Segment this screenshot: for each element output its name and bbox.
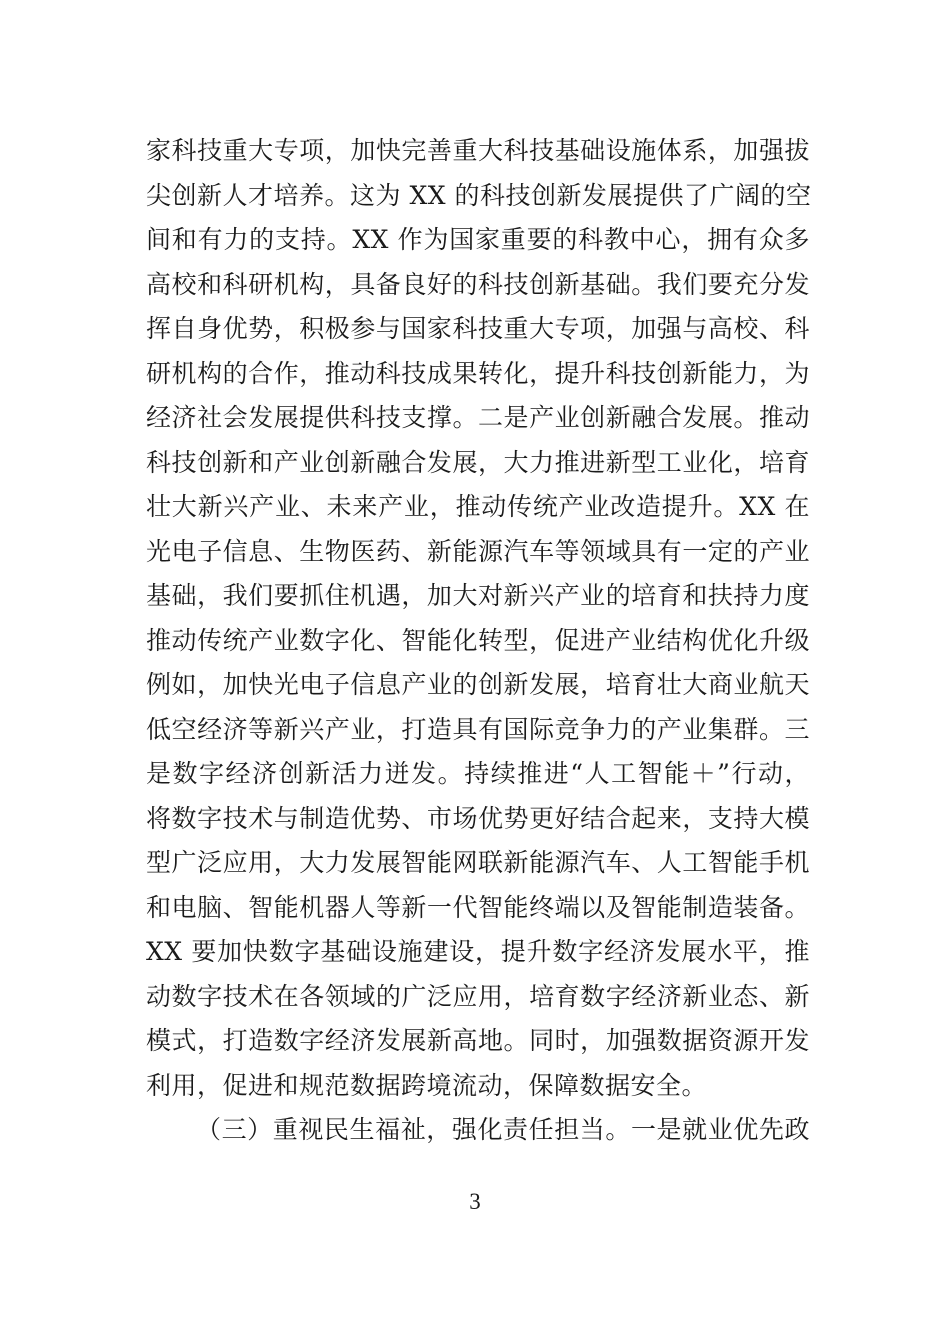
text-line: 家科技重大专项，加快完善重大科技基础设施体系，加强拔: [146, 136, 810, 165]
text-line: 例如，加快光电子信息产业的创新发展，培育壮大商业航天: [146, 670, 810, 699]
text-line: 模式，打造数字经济发展新高地。同时，加强数据资源开发: [146, 1026, 810, 1055]
text-line: 推动传统产业数字化、智能化转型，促进产业结构优化升级: [146, 625, 810, 655]
text-line: 利用，促进和规范数据跨境流动，保障数据安全。: [146, 1070, 708, 1100]
text-line: 经济社会发展提供科技支撑。二是产业创新融合发展。推动: [146, 403, 810, 432]
text-line: 高校和科研机构，具备良好的科技创新基础。我们要充分发: [146, 269, 810, 299]
text-line: 是数字经济创新活力迸发。持续推进“人工智能＋”行动，: [146, 759, 810, 788]
text-line: 光电子信息、生物医药、新能源汽车等领域具有一定的产业: [146, 536, 810, 566]
text-line: 挥自身优势，积极参与国家科技重大专项，加强与高校、科: [146, 314, 810, 343]
text-line: 壮大新兴产业、未来产业，推动传统产业改造提升。XX 在: [146, 492, 810, 521]
text-line: 科技创新和产业创新融合发展，大力推进新型工业化，培育: [146, 447, 810, 477]
text-line: 和电脑、智能机器人等新一代智能终端以及智能制造装备。: [146, 892, 810, 922]
section-heading-line: （三）重视民生福祉，强化责任担当。一是就业优先政: [196, 1115, 810, 1144]
body-text: [146, 129, 810, 1153]
text-line: 基础，我们要抓住机遇，加大对新兴产业的培育和扶持力度: [146, 581, 810, 610]
text-line: 尖创新人才培养。这为 XX 的科技创新发展提供了广阔的空: [146, 180, 812, 210]
page-number: 3: [469, 1189, 481, 1214]
text-line: 研机构的合作，推动科技成果转化，提升科技创新能力，为: [146, 358, 810, 388]
text-line: 将数字技术与制造优势、市场优势更好结合起来，支持大模: [146, 803, 810, 833]
text-line: 低空经济等新兴产业，打造具有国际竞争力的产业集群。三: [146, 714, 810, 744]
text-line: XX 要加快数字基础设施建设，提升数字经济发展水平，推: [146, 937, 810, 966]
text-line: 间和有力的支持。XX 作为国家重要的科教中心，拥有众多: [146, 225, 810, 254]
text-line: 动数字技术在各领域的广泛应用，培育数字经济新业态、新: [146, 981, 810, 1011]
text-line: 型广泛应用，大力发展智能网联新能源汽车、人工智能手机: [146, 848, 810, 877]
